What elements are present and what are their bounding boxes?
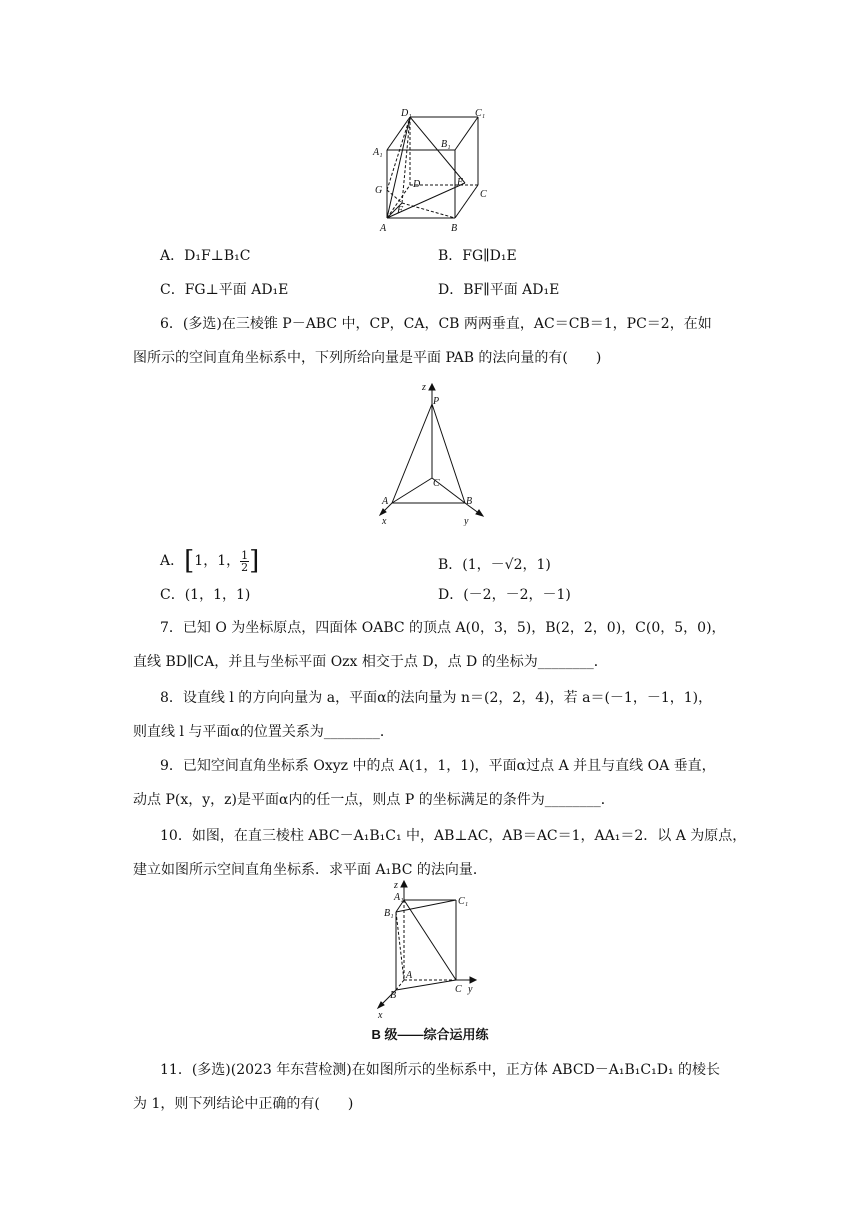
label-P: P — [433, 396, 440, 407]
label-A: A — [406, 970, 413, 981]
label-B: B — [466, 496, 473, 507]
q6-line1: 6．(多选)在三棱锥 P－ABC 中，CP，CA，CB 两两垂直，AC＝CB＝1，PC＝2，在如 — [160, 316, 712, 332]
label-B: B — [390, 990, 397, 1001]
q6-option-a: A．[1，1， $\frac{1}{2}$ ] — [160, 546, 260, 576]
q8-line1: 8．设直线 l 的方向向量为 a，平面α的法向量为 n＝(2，2，4)，若 a＝(－1，－1，1)， — [160, 690, 713, 706]
fraction-half: $\frac{1}{2}$ — [241, 548, 249, 574]
q9-line1: 9．已知空间直角坐标系 Oxyz 中的点 A(1，1，1)，平面α过点 A 并且与直线 OA 垂直， — [160, 758, 716, 774]
q9-line2: 动点 P(x，y，z)是平面α内的任一点，则点 P 的坐标满足的条件为________． — [133, 792, 615, 808]
q7-line2: 直线 BD∥CA，并且与坐标平面 Ozx 相交于点 D，点 D 的坐标为________． — [133, 654, 608, 670]
q5-option-b: B．FG∥D₁E — [438, 248, 517, 264]
cube-figure — [365, 105, 500, 235]
label-A: A — [382, 496, 389, 507]
label-A1: A₁ — [394, 892, 404, 903]
q5-option-c: C．FG⊥平面 AD₁E — [160, 282, 289, 298]
label-C1: C₁ — [475, 108, 486, 119]
q10-line1: 10．如图，在直三棱柱 ABC－A₁B₁C₁ 中，AB⊥AC，AB＝AC＝1，AA₁＝2．以 A 为原点， — [160, 828, 747, 844]
label-D: D — [413, 179, 421, 190]
label-C: C — [455, 984, 462, 995]
q6-option-d: D．(－2，－2，－1) — [438, 587, 571, 603]
section-heading: B 级——综合运用练 — [371, 1027, 489, 1042]
label-A1: A₁ — [373, 147, 383, 158]
q11-line2: 为 1，则下列结论中正确的有( ) — [133, 1096, 354, 1112]
label-y: y — [464, 516, 469, 526]
label-A: A — [380, 223, 387, 234]
label-F: F — [397, 205, 404, 216]
label-C: C — [433, 478, 440, 489]
q11-line1: 11．(多选)(2023 年东营检测)在如图所示的坐标系中，正方体 ABCD－A₁B₁C₁D₁ 的棱长 — [160, 1062, 721, 1078]
label-z: z — [422, 382, 426, 393]
label-C1: C₁ — [458, 896, 469, 907]
label-G: G — [375, 185, 383, 196]
label-E: E — [457, 177, 464, 188]
prism-figure — [368, 880, 488, 1020]
q7-line1: 7．已知 O 为坐标原点，四面体 OABC 的顶点 A(0，3，5)，B(2，2，0)，C(0，5，0)， — [160, 620, 726, 636]
q5-option-a: A．D₁F⊥B₁C — [160, 248, 251, 264]
q6-option-c: C．(1，1，1) — [160, 587, 251, 603]
label-y: y — [468, 984, 473, 995]
q8-line2: 则直线 l 与平面α的位置关系为________． — [133, 724, 394, 740]
label-x: x — [378, 1010, 383, 1020]
q5-option-d: D．BF∥平面 AD₁E — [438, 282, 560, 298]
label-B1: B₁ — [384, 908, 394, 919]
q6-line2: 图所示的空间直角坐标系中，下列所给向量是平面 PAB 的法向量的有( ) — [133, 350, 602, 366]
tetrahedron-figure — [370, 378, 490, 526]
label-B: B — [451, 223, 458, 234]
label-x: x — [382, 516, 387, 526]
label-D1: D₁ — [401, 108, 412, 119]
label-C: C — [480, 189, 487, 200]
q10-line2: 建立如图所示空间直角坐标系．求平面 A₁BC 的法向量． — [133, 862, 487, 878]
q6-option-b: B．(1，－√2，1) — [438, 557, 551, 573]
label-B1: B₁ — [441, 139, 451, 150]
label-z: z — [394, 880, 398, 891]
